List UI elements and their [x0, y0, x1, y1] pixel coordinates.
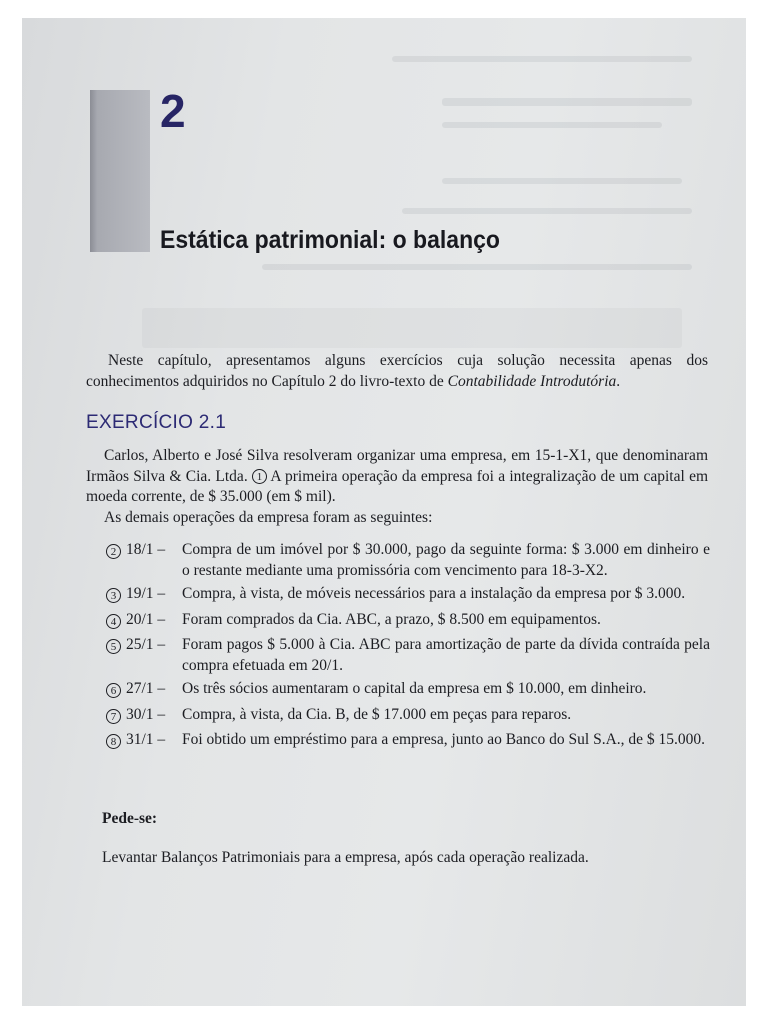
show-through-line — [142, 308, 682, 348]
chapter-number: 2 — [160, 85, 186, 137]
operations-intro: As demais operações da empresa foram as seguintes: — [104, 509, 433, 526]
operation-number: 3 — [106, 588, 121, 603]
operation-badge — [106, 540, 126, 563]
ask-text: Levantar Balanços Patrimoniais para a empresa, após cada operação realizada. — [102, 849, 589, 866]
operation-date: 18/1 – — [126, 541, 166, 558]
operation-number: 5 — [106, 639, 121, 654]
operation-date: 30/1 – — [126, 705, 166, 723]
operation-badge — [106, 705, 126, 728]
show-through-line — [442, 178, 682, 184]
operation-number: 6 — [106, 683, 121, 698]
operation-text: Compra, à vista, de móveis necessários para a instalação da empresa por $ 3.000. — [182, 585, 686, 602]
operation-number-badge: 1 — [252, 469, 267, 484]
operation-text: Foram comprados da Cia. ABC, a prazo, $ 8.500 em equipamentos. — [182, 610, 601, 628]
show-through-line — [402, 208, 692, 214]
ask-label: Pede-se: — [102, 810, 158, 827]
operation-item — [106, 610, 710, 633]
operation-item — [106, 679, 710, 702]
operations-list — [106, 540, 710, 756]
exercise-text-after: A primeira operação da empresa foi a integralização de um capital em moeda corrente, de $ 35.000 (em $ mil). — [86, 467, 708, 505]
intro-paragraph — [86, 350, 708, 392]
exercise-heading: EXERCÍCIO 2.1 — [86, 412, 227, 433]
show-through-line — [442, 122, 662, 128]
operation-item — [106, 730, 710, 753]
operation-date: 20/1 – — [126, 610, 166, 628]
operation-date: 25/1 – — [126, 636, 166, 653]
exercise-paragraph — [86, 446, 708, 508]
operation-number: 7 — [106, 709, 121, 724]
operation-date: 19/1 – — [126, 585, 166, 602]
operation-date: 27/1 – — [126, 680, 166, 697]
operation-text: Os três sócios aumentaram o capital da empresa em $ 10.000, em dinheiro. — [182, 680, 647, 697]
operation-item — [106, 705, 710, 728]
intro-book-title: Contabilidade Introdutória — [447, 373, 617, 390]
show-through-line — [392, 56, 692, 62]
show-through-line — [442, 98, 692, 106]
chapter-title: Estática patrimonial: o balanço — [160, 226, 500, 254]
operation-badge — [106, 610, 126, 633]
operation-badge — [106, 679, 126, 702]
operation-number: 2 — [106, 544, 121, 559]
operation-number: 8 — [106, 734, 121, 749]
operation-item — [106, 584, 710, 607]
operation-date: 31/1 – — [126, 731, 166, 748]
operation-badge — [106, 730, 126, 753]
intro-text: Neste capítulo, apresentamos alguns exercícios cuja solução necessita apenas dos conhecimentos adquiridos no Capítulo 2 do livro-texto de — [86, 352, 708, 390]
chapter-accent-bar — [90, 90, 150, 252]
operation-item — [106, 635, 710, 676]
show-through-line — [262, 264, 692, 270]
operation-text: Foram pagos $ 5.000 à Cia. ABC para amortização de parte da dívida contraída pela compra efetuada em 20/1. — [182, 636, 710, 674]
operation-item — [106, 540, 710, 581]
operation-number: 4 — [106, 614, 121, 629]
exercise-text-before: Carlos, Alberto e José Silva resolveram organizar uma empresa, em 15-1-X1, que denominaram Irmãos Silva & Cia. Ltda. — [86, 447, 708, 485]
operation-badge — [106, 635, 126, 658]
operation-badge — [106, 584, 126, 607]
operation-text: Compra de um imóvel por $ 30.000, pago da seguinte forma: $ 3.000 em dinheiro e o restante mediante uma promissória com vencimento para 18-3-X2. — [182, 541, 710, 579]
operation-text: Compra, à vista, da Cia. B, de $ 17.000 em peças para reparos. — [182, 705, 572, 723]
book-page — [22, 18, 746, 1006]
intro-end: . — [616, 373, 621, 390]
operation-text: Foi obtido um empréstimo para a empresa, junto ao Banco do Sul S.A., de $ 15.000. — [182, 731, 706, 748]
